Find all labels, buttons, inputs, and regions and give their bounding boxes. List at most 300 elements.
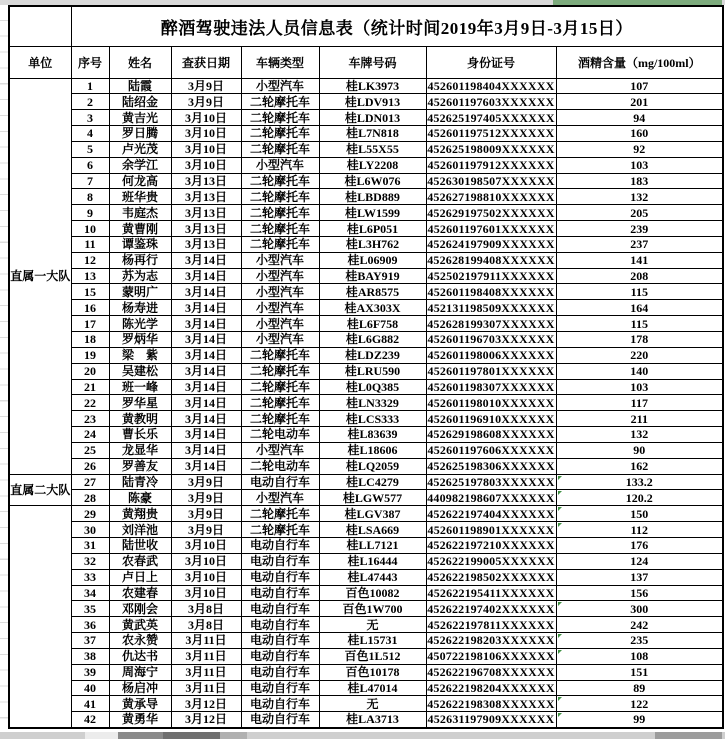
date-cell[interactable]: 3月10日	[171, 569, 241, 585]
plate-cell[interactable]: 百色10082	[319, 585, 426, 601]
vehicle-cell[interactable]: 电动自行车	[241, 553, 319, 569]
plate-cell[interactable]: 无	[319, 696, 426, 712]
date-cell[interactable]: 3月13日	[171, 205, 241, 221]
seq-cell[interactable]: 30	[71, 522, 109, 538]
vehicle-cell[interactable]: 小型汽车	[241, 268, 319, 284]
vehicle-cell[interactable]: 电动自行车	[241, 680, 319, 696]
alcohol-cell[interactable]	[556, 157, 723, 173]
id-no-cell[interactable]: 452628199307XXXXXX	[427, 316, 555, 331]
vehicle-cell[interactable]: 二轮摩托车	[241, 205, 319, 221]
date-cell[interactable]: 3月14日	[171, 332, 241, 348]
alcohol-cell[interactable]	[556, 712, 723, 728]
id-no-cell[interactable]: 452601197912XXXXXX	[427, 158, 555, 173]
vehicle-cell[interactable]: 小型汽车	[241, 316, 319, 332]
vehicle-cell[interactable]: 二轮摩托车	[241, 379, 319, 395]
seq-cell[interactable]: 34	[71, 585, 109, 601]
plate-cell[interactable]: 桂AR8575	[319, 284, 426, 300]
plate-cell[interactable]: 百色10178	[319, 664, 426, 680]
plate-cell[interactable]: 桂L15731	[319, 633, 426, 649]
plate-cell[interactable]: 无	[319, 617, 426, 633]
vehicle-cell[interactable]: 二轮电动车	[241, 427, 319, 443]
header-alcohol[interactable]: 酒精含量（mg/100ml）	[556, 46, 723, 78]
date-cell[interactable]: 3月13日	[171, 236, 241, 252]
date-cell[interactable]: 3月11日	[171, 664, 241, 680]
alcohol-cell[interactable]	[556, 173, 723, 189]
seq-cell[interactable]: 23	[71, 411, 109, 427]
id-no-cell[interactable]: 452601198010XXXXXX	[427, 395, 555, 410]
name-cell[interactable]: 罗日腾	[109, 126, 171, 142]
alcohol-cell[interactable]	[556, 94, 723, 110]
name-cell[interactable]: 余学江	[109, 157, 171, 173]
date-cell[interactable]: 3月14日	[171, 252, 241, 268]
id-no-cell[interactable]: 452601198901XXXXXX	[427, 522, 555, 537]
name-cell[interactable]: 卢日上	[109, 569, 171, 585]
date-cell[interactable]: 3月8日	[171, 617, 241, 633]
id-no-cell[interactable]: 452601198408XXXXXX	[427, 284, 555, 299]
id-no-cell[interactable]: 452622196708XXXXXX	[427, 665, 555, 680]
seq-cell[interactable]: 3	[71, 110, 109, 126]
id-no-cell[interactable]: 452622198308XXXXXX	[427, 696, 555, 711]
vehicle-cell[interactable]: 电动自行车	[241, 537, 319, 553]
seq-cell[interactable]: 35	[71, 601, 109, 617]
alcohol-cell[interactable]	[556, 537, 723, 553]
vehicle-cell[interactable]: 二轮摩托车	[241, 363, 319, 379]
date-cell[interactable]: 3月11日	[171, 648, 241, 664]
id-no-cell[interactable]: 440982198607XXXXXX	[427, 490, 555, 505]
table-title[interactable]: 醉酒驾驶违法人员信息表（统计时间2019年3月9日-3月15日）	[71, 6, 723, 46]
name-cell[interactable]: 农春武	[109, 553, 171, 569]
id-no-cell[interactable]: 452625198009XXXXXX	[427, 142, 555, 157]
seq-cell[interactable]: 21	[71, 379, 109, 395]
plate-cell[interactable]: 桂LBD889	[319, 189, 426, 205]
alcohol-cell[interactable]	[556, 189, 723, 205]
date-cell[interactable]: 3月9日	[171, 490, 241, 506]
vehicle-cell[interactable]: 二轮摩托车	[241, 506, 319, 522]
vehicle-cell[interactable]: 小型汽车	[241, 490, 319, 506]
plate-cell[interactable]: 桂BAY919	[319, 268, 426, 284]
date-cell[interactable]: 3月12日	[171, 696, 241, 712]
id-no-cell[interactable]: 452629198608XXXXXX	[427, 427, 555, 442]
alcohol-cell[interactable]	[556, 411, 723, 427]
vehicle-cell[interactable]: 小型汽车	[241, 442, 319, 458]
header-vehicle[interactable]: 车辆类型	[241, 46, 319, 78]
name-cell[interactable]: 黄吉光	[109, 110, 171, 126]
vehicle-cell[interactable]: 电动自行车	[241, 712, 319, 728]
id-no-cell[interactable]: 452627198810XXXXXX	[427, 189, 555, 204]
seq-cell[interactable]: 26	[71, 458, 109, 474]
date-cell[interactable]: 3月13日	[171, 189, 241, 205]
name-cell[interactable]: 苏为志	[109, 268, 171, 284]
date-cell[interactable]: 3月10日	[171, 157, 241, 173]
seq-cell[interactable]: 18	[71, 332, 109, 348]
plate-cell[interactable]: 桂LA3713	[319, 712, 426, 728]
id-no-cell[interactable]: 452630198507XXXXXX	[427, 173, 555, 188]
date-cell[interactable]: 3月14日	[171, 379, 241, 395]
name-cell[interactable]: 黄教明	[109, 411, 171, 427]
unit-cell[interactable]	[9, 506, 71, 728]
plate-cell[interactable]: 桂LN3329	[319, 395, 426, 411]
date-cell[interactable]: 3月14日	[171, 442, 241, 458]
vehicle-cell[interactable]: 二轮摩托车	[241, 395, 319, 411]
alcohol-cell[interactable]	[556, 553, 723, 569]
vehicle-cell[interactable]: 电动自行车	[241, 696, 319, 712]
alcohol-cell[interactable]	[556, 347, 723, 363]
alcohol-cell[interactable]	[556, 252, 723, 268]
seq-cell[interactable]: 13	[71, 268, 109, 284]
plate-cell[interactable]: 桂L3H762	[319, 236, 426, 252]
id-no-cell[interactable]: 452502197911XXXXXX	[427, 269, 555, 284]
id-no-cell[interactable]: 452131198509XXXXXX	[427, 300, 555, 315]
alcohol-cell[interactable]	[556, 316, 723, 332]
date-cell[interactable]: 3月10日	[171, 537, 241, 553]
header-id[interactable]: 身份证号	[426, 46, 556, 78]
seq-cell[interactable]: 22	[71, 395, 109, 411]
seq-cell[interactable]: 11	[71, 236, 109, 252]
id-no-cell[interactable]: 452625197405XXXXXX	[427, 110, 555, 125]
plate-cell[interactable]: 桂L06909	[319, 252, 426, 268]
id-no-cell[interactable]: 452622198204XXXXXX	[427, 680, 555, 695]
vehicle-cell[interactable]: 电动自行车	[241, 664, 319, 680]
vehicle-cell[interactable]: 电动自行车	[241, 617, 319, 633]
header-plate[interactable]: 车牌号码	[319, 46, 426, 78]
alcohol-cell[interactable]	[556, 664, 723, 680]
alcohol-cell[interactable]	[556, 141, 723, 157]
date-cell[interactable]: 3月10日	[171, 126, 241, 142]
name-cell[interactable]: 曹长乐	[109, 427, 171, 443]
id-no-cell[interactable]: 452601196703XXXXXX	[427, 332, 555, 347]
plate-cell[interactable]: 桂L6W076	[319, 173, 426, 189]
alcohol-cell[interactable]	[556, 569, 723, 585]
seq-cell[interactable]: 37	[71, 633, 109, 649]
alcohol-cell[interactable]	[556, 363, 723, 379]
plate-cell[interactable]: 百色1L512	[319, 648, 426, 664]
id-no-cell[interactable]: 452601197601XXXXXX	[427, 221, 555, 236]
alcohol-cell[interactable]	[556, 236, 723, 252]
date-cell[interactable]: 3月11日	[171, 633, 241, 649]
date-cell[interactable]: 3月14日	[171, 411, 241, 427]
vehicle-cell[interactable]: 二轮摩托车	[241, 236, 319, 252]
header-date[interactable]: 查获日期	[171, 46, 241, 78]
plate-cell[interactable]: 桂L47014	[319, 680, 426, 696]
plate-cell[interactable]: 桂LGW577	[319, 490, 426, 506]
alcohol-cell[interactable]	[556, 474, 723, 490]
name-cell[interactable]: 陆世收	[109, 537, 171, 553]
plate-cell[interactable]: 桂L18606	[319, 442, 426, 458]
vehicle-cell[interactable]: 二轮摩托车	[241, 347, 319, 363]
id-no-cell[interactable]: 452601197603XXXXXX	[427, 94, 555, 109]
plate-cell[interactable]: 桂L7N818	[319, 126, 426, 142]
name-cell[interactable]: 龙显华	[109, 442, 171, 458]
alcohol-cell[interactable]	[556, 78, 723, 94]
plate-cell[interactable]: 桂L55X55	[319, 141, 426, 157]
plate-cell[interactable]: 桂L83639	[319, 427, 426, 443]
vehicle-cell[interactable]: 二轮摩托车	[241, 189, 319, 205]
plate-cell[interactable]: 桂LK3973	[319, 78, 426, 94]
alcohol-cell[interactable]	[556, 522, 723, 538]
name-cell[interactable]: 邓刚会	[109, 601, 171, 617]
plate-cell[interactable]: 桂LC4279	[319, 474, 426, 490]
plate-cell[interactable]: 桂LSA669	[319, 522, 426, 538]
alcohol-cell[interactable]	[556, 633, 723, 649]
seq-cell[interactable]: 17	[71, 316, 109, 332]
id-no-cell[interactable]: 452624197909XXXXXX	[427, 237, 555, 252]
date-cell[interactable]: 3月14日	[171, 316, 241, 332]
seq-cell[interactable]: 36	[71, 617, 109, 633]
id-no-cell[interactable]: 452622198203XXXXXX	[427, 633, 555, 648]
vehicle-cell[interactable]: 二轮摩托车	[241, 141, 319, 157]
name-cell[interactable]: 韦庭杰	[109, 205, 171, 221]
id-no-cell[interactable]: 452601198307XXXXXX	[427, 379, 555, 394]
plate-cell[interactable]: 桂LQ2059	[319, 458, 426, 474]
alcohol-cell[interactable]	[556, 379, 723, 395]
seq-cell[interactable]: 33	[71, 569, 109, 585]
date-cell[interactable]: 3月9日	[171, 78, 241, 94]
name-cell[interactable]: 周海宁	[109, 664, 171, 680]
header-seq[interactable]: 序号	[71, 46, 109, 78]
name-cell[interactable]: 杨寿进	[109, 300, 171, 316]
name-cell[interactable]: 陆青冷	[109, 474, 171, 490]
date-cell[interactable]: 3月14日	[171, 395, 241, 411]
seq-cell[interactable]: 28	[71, 490, 109, 506]
name-cell[interactable]: 刘洋池	[109, 522, 171, 538]
plate-cell[interactable]: 桂AX303X	[319, 300, 426, 316]
plate-cell[interactable]: 桂LDZ239	[319, 347, 426, 363]
vehicle-cell[interactable]: 二轮摩托车	[241, 173, 319, 189]
name-cell[interactable]: 黄承导	[109, 696, 171, 712]
date-cell[interactable]: 3月14日	[171, 363, 241, 379]
alcohol-cell[interactable]	[556, 696, 723, 712]
seq-cell[interactable]: 8	[71, 189, 109, 205]
vehicle-cell[interactable]: 电动自行车	[241, 601, 319, 617]
alcohol-cell[interactable]	[556, 442, 723, 458]
seq-cell[interactable]: 19	[71, 347, 109, 363]
date-cell[interactable]: 3月14日	[171, 268, 241, 284]
alcohol-cell[interactable]	[556, 601, 723, 617]
name-cell[interactable]: 罗华星	[109, 395, 171, 411]
date-cell[interactable]: 3月9日	[171, 94, 241, 110]
alcohol-cell[interactable]	[556, 427, 723, 443]
name-cell[interactable]: 黄勇华	[109, 712, 171, 728]
vehicle-cell[interactable]: 电动自行车	[241, 633, 319, 649]
date-cell[interactable]: 3月14日	[171, 458, 241, 474]
seq-cell[interactable]: 27	[71, 474, 109, 490]
alcohol-cell[interactable]	[556, 506, 723, 522]
seq-cell[interactable]: 32	[71, 553, 109, 569]
seq-cell[interactable]: 39	[71, 664, 109, 680]
id-no-cell[interactable]: 452601197512XXXXXX	[427, 126, 555, 141]
seq-cell[interactable]: 12	[71, 252, 109, 268]
id-no-cell[interactable]: 452631197909XXXXXX	[427, 712, 555, 727]
name-cell[interactable]: 黄武英	[109, 617, 171, 633]
vehicle-cell[interactable]: 电动自行车	[241, 585, 319, 601]
name-cell[interactable]: 谭鉴珠	[109, 236, 171, 252]
date-cell[interactable]: 3月14日	[171, 347, 241, 363]
name-cell[interactable]: 陆绍金	[109, 94, 171, 110]
name-cell[interactable]: 吴建松	[109, 363, 171, 379]
id-no-cell[interactable]: 452622197210XXXXXX	[427, 538, 555, 553]
seq-cell[interactable]: 15	[71, 284, 109, 300]
date-cell[interactable]: 3月9日	[171, 474, 241, 490]
id-no-cell[interactable]: 452625197803XXXXXX	[427, 475, 555, 490]
unit-cell[interactable]: 直属一大队	[9, 78, 71, 474]
id-no-cell[interactable]: 452622195411XXXXXX	[427, 585, 555, 600]
seq-cell[interactable]: 20	[71, 363, 109, 379]
id-no-cell[interactable]: 452622197404XXXXXX	[427, 506, 555, 521]
seq-cell[interactable]: 31	[71, 537, 109, 553]
id-no-cell[interactable]: 452601197606XXXXXX	[427, 443, 555, 458]
name-cell[interactable]: 陈豪	[109, 490, 171, 506]
plate-cell[interactable]: 百色1W700	[319, 601, 426, 617]
name-cell[interactable]: 罗善友	[109, 458, 171, 474]
id-no-cell[interactable]: 452622198502XXXXXX	[427, 570, 555, 585]
vehicle-cell[interactable]: 小型汽车	[241, 300, 319, 316]
seq-cell[interactable]: 5	[71, 141, 109, 157]
seq-cell[interactable]: 2	[71, 94, 109, 110]
vehicle-cell[interactable]: 小型汽车	[241, 157, 319, 173]
alcohol-cell[interactable]	[556, 585, 723, 601]
seq-cell[interactable]: 40	[71, 680, 109, 696]
alcohol-cell[interactable]	[556, 680, 723, 696]
date-cell[interactable]: 3月8日	[171, 601, 241, 617]
vehicle-cell[interactable]: 小型汽车	[241, 284, 319, 300]
id-no-cell[interactable]: 452601198404XXXXXX	[427, 78, 555, 93]
date-cell[interactable]: 3月10日	[171, 585, 241, 601]
vehicle-cell[interactable]: 电动自行车	[241, 569, 319, 585]
vehicle-cell[interactable]: 二轮摩托车	[241, 110, 319, 126]
id-no-cell[interactable]: 452629197502XXXXXX	[427, 205, 555, 220]
alcohol-cell[interactable]	[556, 617, 723, 633]
alcohol-cell[interactable]	[556, 648, 723, 664]
name-cell[interactable]: 班一峰	[109, 379, 171, 395]
name-cell[interactable]: 农建春	[109, 585, 171, 601]
id-no-cell[interactable]: 452625198306XXXXXX	[427, 459, 555, 474]
plate-cell[interactable]: 桂LDV913	[319, 94, 426, 110]
seq-cell[interactable]: 1	[71, 78, 109, 94]
id-no-cell[interactable]: 450722198106XXXXXX	[427, 649, 555, 664]
seq-cell[interactable]: 24	[71, 427, 109, 443]
vehicle-cell[interactable]: 二轮摩托车	[241, 126, 319, 142]
plate-cell[interactable]: 桂L6P051	[319, 221, 426, 237]
id-no-cell[interactable]: 452601198006XXXXXX	[427, 348, 555, 363]
plate-cell[interactable]: 桂L16444	[319, 553, 426, 569]
id-no-cell[interactable]: 452628199408XXXXXX	[427, 253, 555, 268]
date-cell[interactable]: 3月13日	[171, 173, 241, 189]
vehicle-cell[interactable]: 二轮摩托车	[241, 411, 319, 427]
name-cell[interactable]: 卢光茂	[109, 141, 171, 157]
date-cell[interactable]: 3月12日	[171, 712, 241, 728]
plate-cell[interactable]: 桂L47443	[319, 569, 426, 585]
alcohol-cell[interactable]	[556, 490, 723, 506]
vehicle-cell[interactable]: 小型汽车	[241, 252, 319, 268]
name-cell[interactable]: 何龙高	[109, 173, 171, 189]
name-cell[interactable]: 黄曹刚	[109, 221, 171, 237]
date-cell[interactable]: 3月14日	[171, 300, 241, 316]
date-cell[interactable]: 3月11日	[171, 680, 241, 696]
alcohol-cell[interactable]	[556, 300, 723, 316]
plate-cell[interactable]: 桂LY2208	[319, 157, 426, 173]
name-cell[interactable]: 罗炳华	[109, 332, 171, 348]
plate-cell[interactable]: 桂LRU590	[319, 363, 426, 379]
alcohol-cell[interactable]	[556, 332, 723, 348]
seq-cell[interactable]: 10	[71, 221, 109, 237]
seq-cell[interactable]: 7	[71, 173, 109, 189]
id-no-cell[interactable]: 452622197402XXXXXX	[427, 601, 555, 616]
vehicle-cell[interactable]: 小型汽车	[241, 78, 319, 94]
id-no-cell[interactable]: 452622199005XXXXXX	[427, 554, 555, 569]
seq-cell[interactable]: 25	[71, 442, 109, 458]
id-no-cell[interactable]: 452601197801XXXXXX	[427, 364, 555, 379]
plate-cell[interactable]: 桂LDN013	[319, 110, 426, 126]
plate-cell[interactable]: 桂L6G882	[319, 332, 426, 348]
seq-cell[interactable]: 6	[71, 157, 109, 173]
unit-cell[interactable]: 直属二大队	[9, 474, 71, 506]
name-cell[interactable]: 班华贵	[109, 189, 171, 205]
seq-cell[interactable]: 9	[71, 205, 109, 221]
seq-cell[interactable]: 4	[71, 126, 109, 142]
name-cell[interactable]: 杨启冲	[109, 680, 171, 696]
name-cell[interactable]: 杨再行	[109, 252, 171, 268]
alcohol-cell[interactable]	[556, 284, 723, 300]
alcohol-cell[interactable]	[556, 205, 723, 221]
date-cell[interactable]: 3月9日	[171, 506, 241, 522]
date-cell[interactable]: 3月10日	[171, 110, 241, 126]
alcohol-cell[interactable]	[556, 458, 723, 474]
vehicle-cell[interactable]: 二轮摩托车	[241, 221, 319, 237]
name-cell[interactable]: 陈光学	[109, 316, 171, 332]
plate-cell[interactable]: 桂L0Q385	[319, 379, 426, 395]
vehicle-cell[interactable]: 二轮摩托车	[241, 94, 319, 110]
name-cell[interactable]: 农永赞	[109, 633, 171, 649]
date-cell[interactable]: 3月10日	[171, 141, 241, 157]
seq-cell[interactable]: 16	[71, 300, 109, 316]
vehicle-cell[interactable]: 电动自行车	[241, 648, 319, 664]
id-no-cell[interactable]: 452601196910XXXXXX	[427, 411, 555, 426]
header-unit[interactable]: 单位	[9, 46, 71, 78]
vehicle-cell[interactable]: 二轮电动车	[241, 458, 319, 474]
alcohol-cell[interactable]	[556, 268, 723, 284]
plate-cell[interactable]: 桂L6F758	[319, 316, 426, 332]
alcohol-cell[interactable]	[556, 110, 723, 126]
plate-cell[interactable]: 桂LW1599	[319, 205, 426, 221]
plate-cell[interactable]: 桂LCS333	[319, 411, 426, 427]
plate-cell[interactable]: 桂LGV387	[319, 506, 426, 522]
plate-cell[interactable]: 桂LL7121	[319, 537, 426, 553]
date-cell[interactable]: 3月13日	[171, 221, 241, 237]
date-cell[interactable]: 3月10日	[171, 553, 241, 569]
date-cell[interactable]: 3月9日	[171, 522, 241, 538]
seq-cell[interactable]: 41	[71, 696, 109, 712]
seq-cell[interactable]: 42	[71, 712, 109, 728]
alcohol-cell[interactable]	[556, 126, 723, 142]
seq-cell[interactable]: 29	[71, 506, 109, 522]
alcohol-cell[interactable]	[556, 221, 723, 237]
vehicle-cell[interactable]: 二轮摩托车	[241, 522, 319, 538]
corner-cell[interactable]	[9, 6, 71, 46]
id-no-cell[interactable]: 452622197811XXXXXX	[427, 617, 555, 632]
name-cell[interactable]: 蒙明广	[109, 284, 171, 300]
name-cell[interactable]: 梁 紫	[109, 347, 171, 363]
name-cell[interactable]: 陆霞	[109, 78, 171, 94]
alcohol-cell[interactable]	[556, 395, 723, 411]
date-cell[interactable]: 3月14日	[171, 427, 241, 443]
vehicle-cell[interactable]: 电动自行车	[241, 474, 319, 490]
date-cell[interactable]: 3月14日	[171, 284, 241, 300]
seq-cell[interactable]: 38	[71, 648, 109, 664]
vehicle-cell[interactable]: 小型汽车	[241, 332, 319, 348]
header-name[interactable]: 姓名	[109, 46, 171, 78]
name-cell[interactable]: 仇达书	[109, 648, 171, 664]
name-cell[interactable]: 黄翔贵	[109, 506, 171, 522]
